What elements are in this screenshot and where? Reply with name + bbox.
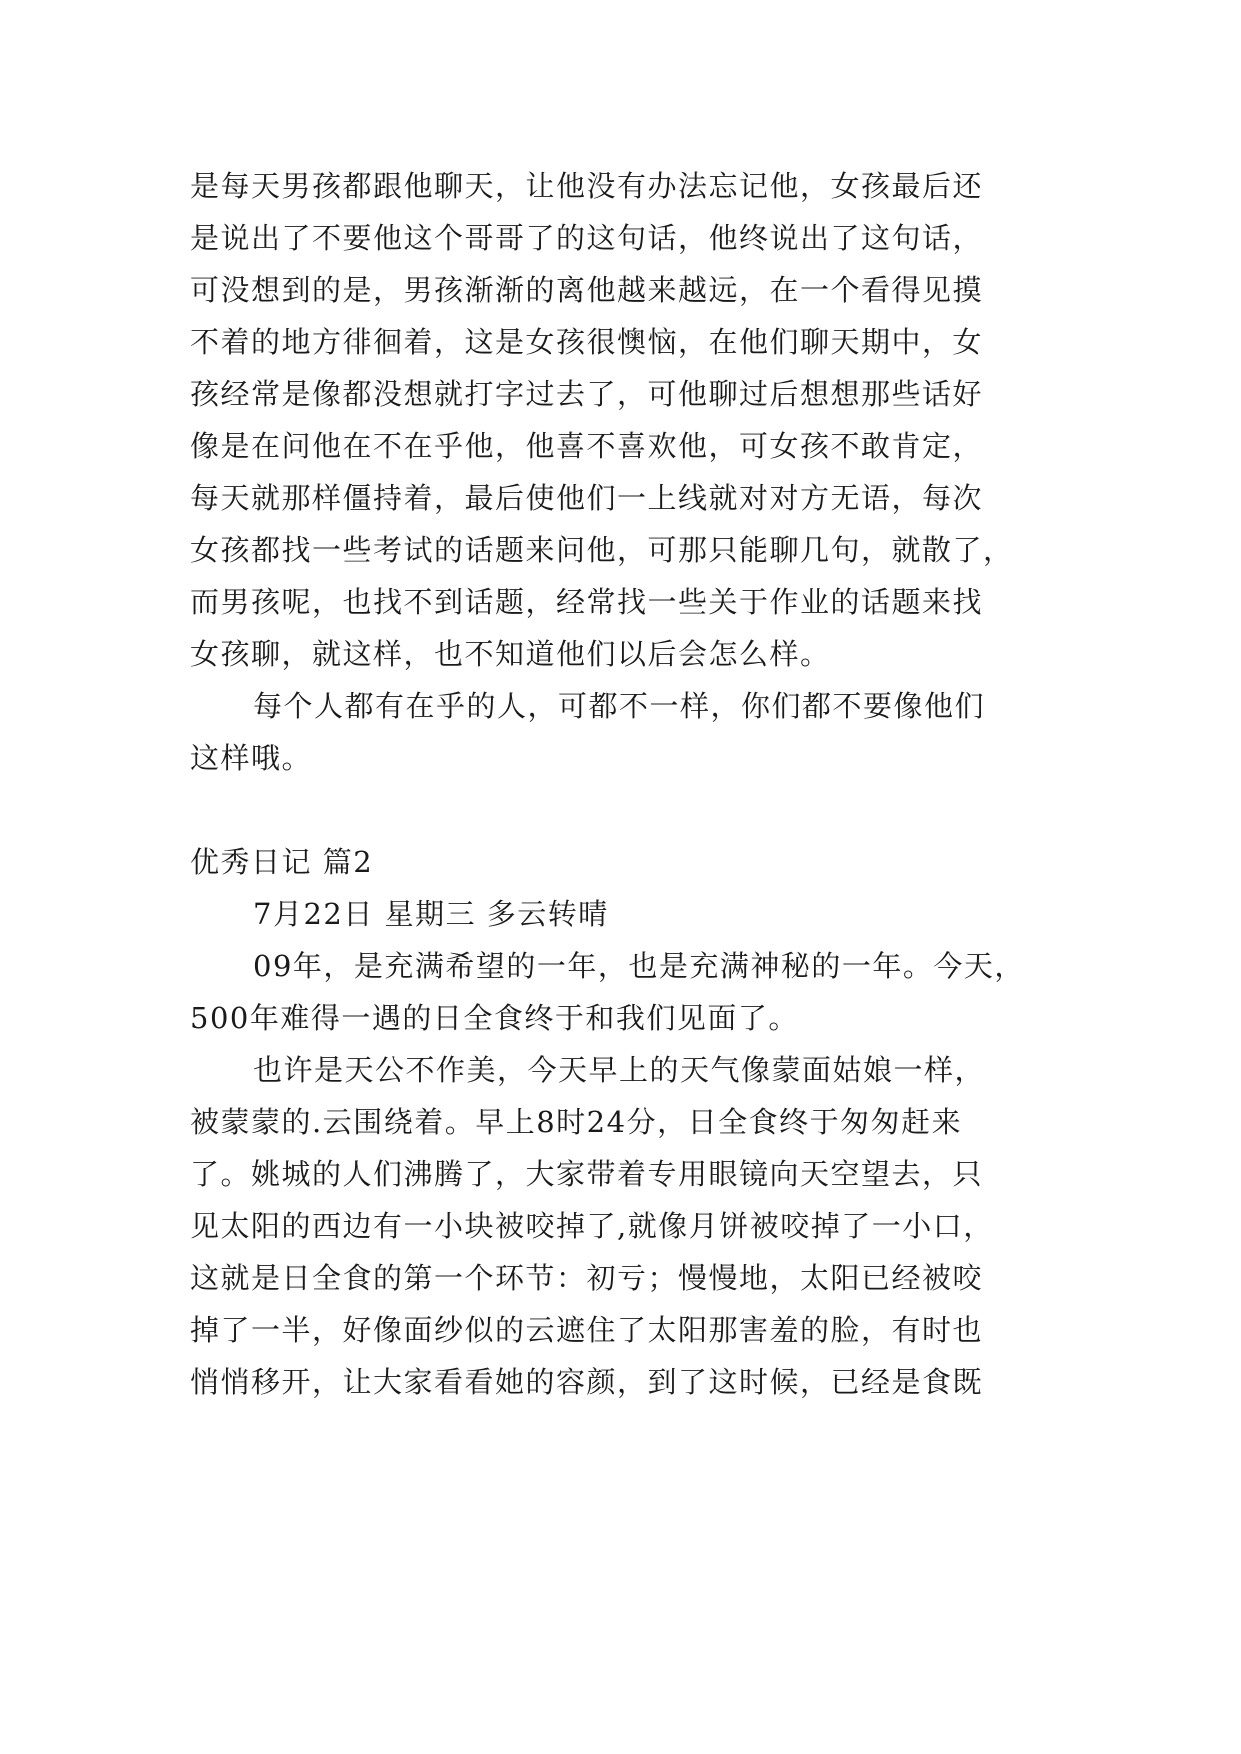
text-line: 是每天男孩都跟他聊天，让他没有办法忘记他，女孩最后还	[190, 169, 984, 203]
text-line: 掉了一半，好像面纱似的云遮住了太阳那害羞的脸，有时也	[190, 1313, 984, 1347]
diary-date-line: 7月22日 星期三 多云转晴	[253, 897, 609, 931]
text-line: 了。姚城的人们沸腾了，大家带着专用眼镜向天空望去，只	[190, 1157, 984, 1191]
text-line: 是说出了不要他这个哥哥了的这句话，他终说出了这句话，	[190, 221, 984, 255]
text-line: 500年难得一遇的日全食终于和我们见面了。	[190, 1001, 799, 1035]
text-line: 可没想到的是，男孩渐渐的离他越来越远，在一个看得见摸	[190, 273, 984, 307]
text-line: 被蒙蒙的.云围绕着。早上8时24分，日全食终于匆匆赶来	[190, 1105, 963, 1139]
text-line: 09年，是充满希望的一年，也是充满神秘的一年。今天，	[253, 949, 1025, 983]
text-line: 这样哦。	[190, 741, 313, 775]
text-line: 而男孩呢，也找不到话题，经常找一些关于作业的话题来找	[190, 585, 984, 619]
paragraph-eclipse-description	[190, 1044, 1060, 1408]
section-title: 优秀日记 篇2	[190, 845, 374, 879]
text-line: 这就是日全食的第一个环节：初亏；慢慢地，太阳已经被咬	[190, 1261, 984, 1295]
text-line: 女孩都找一些考试的话题来问他，可那只能聊几句，就散了，	[190, 533, 1014, 567]
text-line: 像是在问他在不在乎他，他喜不喜欢他，可女孩不敢肯定，	[190, 429, 984, 463]
document-body	[190, 160, 1060, 1408]
paragraph-moral	[190, 680, 1060, 784]
paragraph-story-ending	[190, 160, 1060, 680]
text-line: 不着的地方徘徊着，这是女孩很懊恼，在他们聊天期中，女	[190, 325, 984, 359]
section-spacer	[190, 784, 1060, 836]
paragraph-eclipse-intro	[190, 940, 1060, 1044]
text-line: 孩经常是像都没想就打字过去了，可他聊过后想想那些话好	[190, 377, 984, 411]
text-line: 每个人都有在乎的人，可都不一样，你们都不要像他们	[253, 689, 986, 723]
text-line: 每天就那样僵持着，最后使他们一上线就对对方无语，每次	[190, 481, 984, 515]
text-line: 也许是天公不作美，今天早上的天气像蒙面姑娘一样，	[253, 1053, 986, 1087]
text-line: 见太阳的西边有一小块被咬掉了,就像月饼被咬掉了一小口，	[190, 1209, 994, 1243]
text-line: 悄悄移开，让大家看看她的容颜，到了这时候，已经是食既	[190, 1365, 984, 1399]
text-line: 女孩聊，就这样，也不知道他们以后会怎么样。	[190, 637, 831, 671]
